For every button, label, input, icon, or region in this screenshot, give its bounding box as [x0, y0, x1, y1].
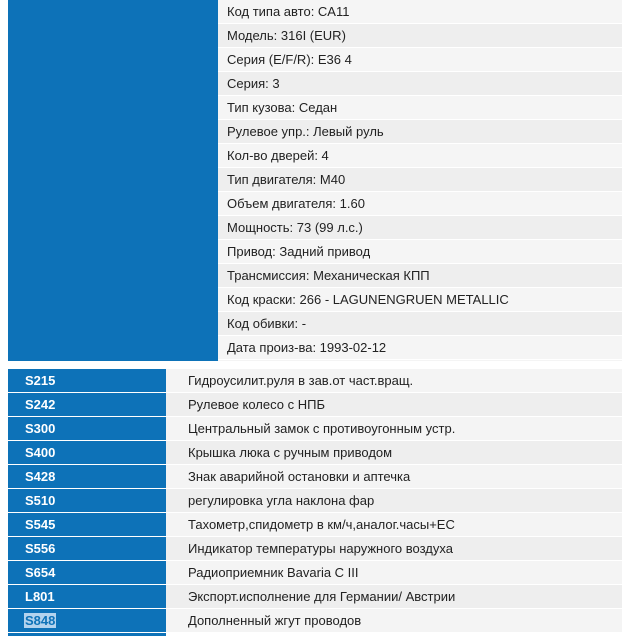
option-code[interactable]: S510 — [25, 493, 56, 508]
table-row — [8, 561, 622, 585]
info-power: Мощность: 73 (99 л.с.) — [218, 216, 622, 240]
option-code[interactable]: S242 — [25, 397, 56, 412]
option-description: Экспорт.исполнение для Германии/ Австрии — [166, 585, 622, 608]
info-upholstery-code: Код обивки: - — [218, 312, 622, 336]
option-description: Центральный замок с противоугонным устр. — [166, 417, 622, 440]
option-description: Гидроусилит.руля в зав.от част.вращ. — [166, 369, 622, 392]
table-row — [8, 417, 622, 441]
option-description: Дополненный жгут проводов — [166, 609, 622, 632]
table-row — [8, 609, 622, 633]
info-model: Модель: 316I (EUR) — [218, 24, 622, 48]
info-displacement: Объем двигателя: 1.60 — [218, 192, 622, 216]
option-description: Знак аварийной остановки и аптечка — [166, 465, 622, 488]
option-code-selected[interactable]: S848 — [25, 613, 56, 628]
info-drive: Привод: Задний привод — [218, 240, 622, 264]
table-row — [8, 465, 622, 489]
info-engine-type: Тип двигателя: M40 — [218, 168, 622, 192]
info-series: Серия: 3 — [218, 72, 622, 96]
info-type-code: Код типа авто: CA11 — [218, 0, 622, 24]
table-row — [8, 393, 622, 417]
option-description: Крышка люка с ручным приводом — [166, 441, 622, 464]
option-code[interactable]: S545 — [25, 517, 56, 532]
table-row — [8, 585, 622, 609]
table-row — [8, 489, 622, 513]
option-description: Тахометр,спидометр в км/ч,аналог.часы+EC — [166, 513, 622, 536]
info-doors: Кол-во дверей: 4 — [218, 144, 622, 168]
option-code[interactable]: S428 — [25, 469, 56, 484]
table-row — [8, 369, 622, 393]
option-code[interactable]: S215 — [25, 373, 56, 388]
table-row — [8, 537, 622, 561]
vehicle-info-section — [8, 0, 622, 361]
options-table — [8, 369, 622, 636]
info-steering: Рулевое упр.: Левый руль — [218, 120, 622, 144]
option-code[interactable]: L801 — [25, 589, 55, 604]
option-code[interactable]: S400 — [25, 445, 56, 460]
option-code[interactable]: S654 — [25, 565, 56, 580]
table-row — [8, 441, 622, 465]
option-description: Рулевое колесо с НПБ — [166, 393, 622, 416]
option-description: Радиоприемник Bavaria C III — [166, 561, 622, 584]
option-description: Индикатор температуры наружного воздуха — [166, 537, 622, 560]
option-description: регулировка угла наклона фар — [166, 489, 622, 512]
table-row — [8, 513, 622, 537]
info-transmission: Трансмиссия: Механическая КПП — [218, 264, 622, 288]
vehicle-info-sidebar — [8, 0, 218, 361]
info-series-code: Серия (E/F/R): E36 4 — [218, 48, 622, 72]
info-body-type: Тип кузова: Седан — [218, 96, 622, 120]
option-code[interactable]: S556 — [25, 541, 56, 556]
vehicle-info-list — [218, 0, 622, 361]
option-code[interactable]: S300 — [25, 421, 56, 436]
info-production-date: Дата произ-ва: 1993-02-12 — [218, 336, 622, 360]
table-bottom-border — [8, 633, 166, 636]
info-paint-code: Код краски: 266 - LAGUNENGRUEN METALLIC — [218, 288, 622, 312]
